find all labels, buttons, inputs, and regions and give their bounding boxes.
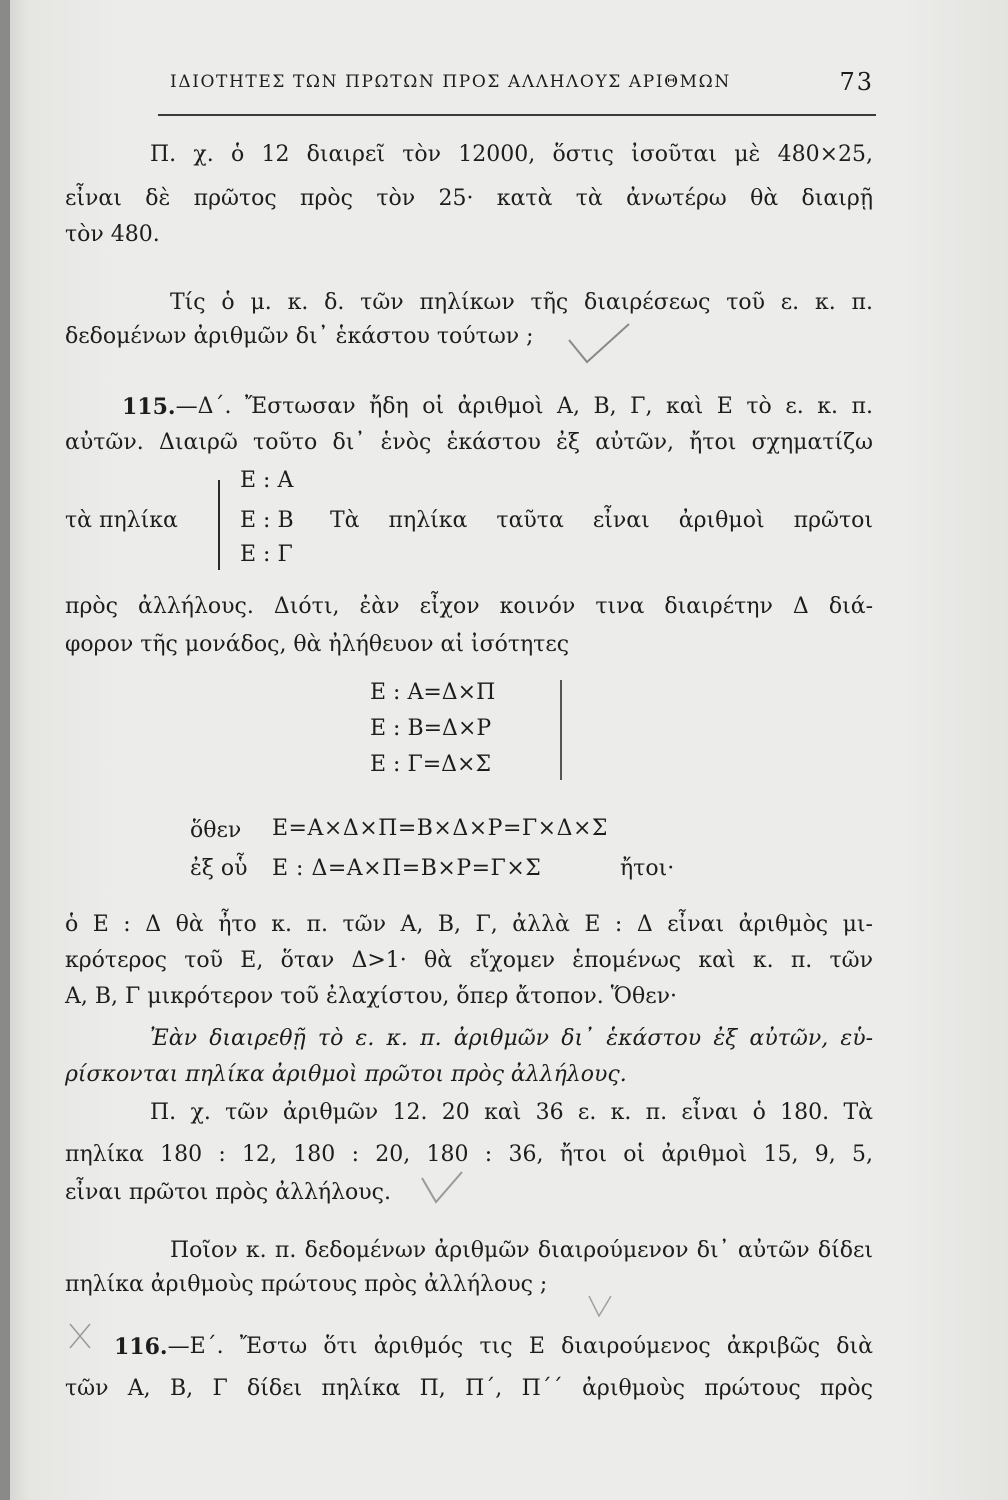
equality-2: Ε : Β=Δ×Ρ [370, 716, 492, 741]
derived-line-2-end: ἤτοι· [620, 856, 675, 881]
section116-line-1 [114, 1332, 873, 1362]
question1-line-1: Τίς ὁ μ. κ. δ. τῶν πηλίκων τῆς διαιρέσεως τοῦ ε. κ. π. [170, 290, 873, 315]
para2-line-1: πρὸς ἀλλήλους. Διότι, ἐὰν εἶχον κοινόν τινα διαιρέτην Δ διά- [65, 594, 873, 619]
section115-line-1-text: —Δ΄. Ἔστωσαν ἤδη οἱ ἀριθμοὶ Α, Β, Γ, καὶ Ε τὸ ε. κ. π. [175, 394, 873, 419]
section116-number: 116. [114, 1334, 168, 1360]
quotients-note: Τὰ πηλίκα ταῦτα εἶναι ἀριθμοὶ πρῶτοι [330, 508, 873, 533]
question2-line-1: Ποῖον κ. π. δεδομένων ἀριθμῶν διαιρούμενον δι᾽ αὐτῶν δίδει [170, 1238, 873, 1263]
equality-3: Ε : Γ=Δ×Σ [370, 752, 492, 777]
equality-bar [550, 680, 562, 780]
section115-number: 115. [122, 394, 176, 420]
quotient-3: Ε : Γ [240, 542, 293, 567]
page-gutter-shadow [0, 0, 10, 1500]
header-rule [158, 114, 876, 116]
equality-1: Ε : Α=Δ×Π [370, 680, 496, 705]
running-title: ΙΔΙΟΤΗΤΕΣ ΤΩΝ ΠΡΩΤΩΝ ΠΡΟΣ ΑΛΛΗΛΟΥΣ ΑΡΙΘΜΩΝ [170, 72, 731, 92]
example-line-2: πηλίκα 180 : 12, 180 : 20, 180 : 36, ἤτοι οἱ ἀριθμοὶ 15, 9, 5, [65, 1142, 873, 1167]
pencil-check-mark-2 [418, 1168, 468, 1208]
para3-line-3: Α, Β, Γ μικρότερον τοῦ ἐλαχίστου, ὅπερ ἄτοπον. Ὅθεν· [65, 984, 677, 1009]
section116-line-1-text: —Ε΄. Ἔστω ὅτι ἀριθμός τις Ε διαιρούμενος ἀκριβῶς διὰ [167, 1334, 873, 1359]
para1-line-1: Π. χ. ὁ 12 διαιρεῖ τὸν 12000, ὅστις ἰσοῦται μὲ 480×25, [150, 142, 873, 167]
para2-line-2: φορον τῆς μονάδος, θὰ ἠλήθευον αἱ ἰσότητες [65, 632, 570, 657]
rule-line-1: Ἐὰν διαιρεθῇ τὸ ε. κ. π. ἀριθμῶν δι᾽ ἑκάστου ἐξ αὐτῶν, εὑ- [150, 1026, 873, 1051]
rule-line-2: ρίσκονται πηλίκα ἀριθμοὶ πρῶτοι πρὸς ἀλλήλους. [65, 1062, 627, 1087]
derived-line-2-eq: Ε : Δ=Α×Π=Β×Ρ=Γ×Σ [272, 856, 542, 881]
derived-line-2-word: ἐξ οὗ [190, 856, 248, 881]
para3-line-2: κρότερος τοῦ Ε, ὅταν Δ>1· θὰ εἴχομεν ἑπομένως καὶ κ. π. τῶν [65, 948, 873, 973]
quotient-1: Ε : Α [240, 468, 294, 493]
brace [218, 480, 234, 570]
derived-line-1-word: ὅθεν [190, 818, 242, 843]
pencil-check-mark-3 [585, 1290, 615, 1320]
page-header [158, 68, 880, 102]
question1-line-2: δεδομένων ἀριθμῶν δι᾽ ἑκάστου τούτων ; [65, 324, 534, 349]
page-number: 73 [839, 68, 874, 96]
section115-line-2: αὐτῶν. Διαιρῶ τοῦτο δι᾽ ἑνὸς ἑκάστου ἐξ αὐτῶν, ἤτοι σχηματίζω [65, 430, 873, 455]
section116-line-2: τῶν Α, Β, Γ δίδει πηλίκα Π, Π΄, Π΄΄ ἀριθμοὺς πρώτους πρὸς [65, 1376, 873, 1401]
para1-line-3: τὸν 480. [65, 222, 160, 247]
example-line-3: εἶναι πρῶτοι πρὸς ἀλλήλους. [65, 1180, 391, 1205]
para3-line-1: ὁ Ε : Δ θὰ ἦτο κ. π. τῶν Α, Β, Γ, ἀλλὰ Ε : Δ εἶναι ἀριθμὸς μι- [65, 912, 873, 937]
pencil-x-mark [62, 1318, 102, 1358]
section115-line-1 [122, 392, 873, 422]
pencil-check-mark-1 [565, 318, 635, 368]
quotients-label: τὰ πηλίκα [65, 508, 178, 533]
example-line-1: Π. χ. τῶν ἀριθμῶν 12. 20 καὶ 36 ε. κ. π. εἶναι ὁ 180. Τὰ [150, 1100, 873, 1125]
para1-line-2: εἶναι δὲ πρῶτος πρὸς τὸν 25· κατὰ τὰ ἀνωτέρω θὰ διαιρῇ [65, 186, 873, 211]
derived-line-1-eq: Ε=Α×Δ×Π=Β×Δ×Ρ=Γ×Δ×Σ [272, 816, 608, 841]
quotient-2: Ε : Β [240, 508, 294, 533]
question2-line-2: πηλίκα ἀριθμοὺς πρώτους πρὸς ἀλλήλους ; [65, 1272, 548, 1297]
